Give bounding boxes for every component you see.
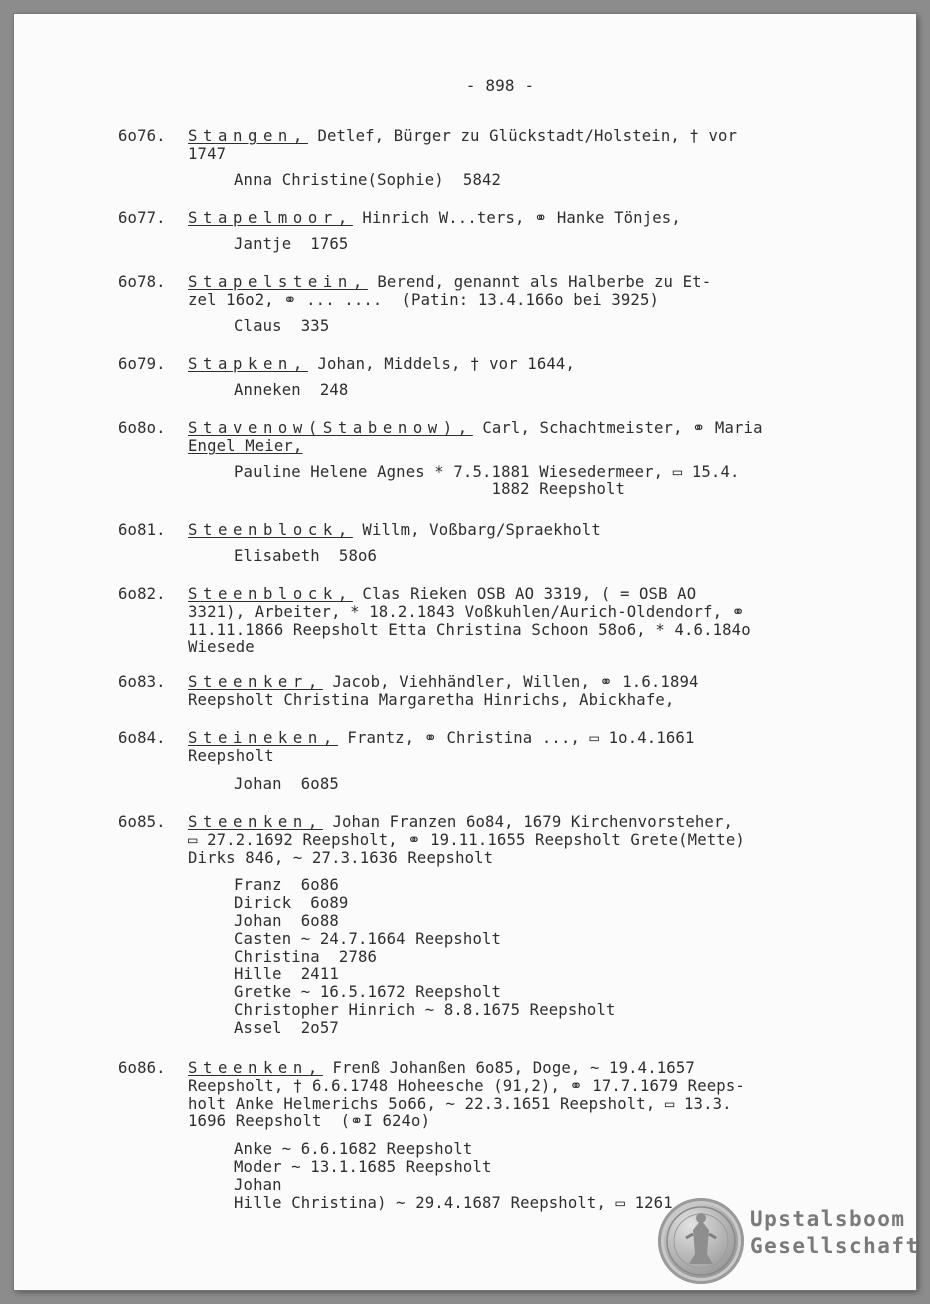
entry-children: Claus 335: [234, 316, 330, 335]
entry-text: Jacob, Viehhändler, Willen, ⚭ 1.6.1894: [322, 673, 699, 691]
entry-number: 6o77.: [118, 209, 166, 227]
logo-line-2: Gesellschaft: [750, 1234, 920, 1258]
entry-children: Elisabeth 58o6: [234, 546, 378, 565]
entry-surname: Stangen,: [188, 127, 308, 145]
entry-number: 6o81.: [118, 521, 166, 539]
entry-continuation: 3321), Arbeiter, * 18.2.1843 Voßkuhlen/Aurich-Oldendorf, ⚭ 11.11.1866 Reepsholt Etta Christina Schoon 58o6, * 4.6.184o Wiesede: [188, 602, 751, 657]
entry-surname: Stapken,: [188, 355, 308, 373]
entry-6080: [118, 420, 858, 499]
entry-6077: [118, 210, 858, 254]
entry-surname: Steenken,: [188, 813, 323, 831]
entry-continuation: zel 16o2, ⚭ ... .... (Patin: 13.4.166o bei 3925): [188, 290, 660, 309]
entry-continuation: Reepsholt Christina Margaretha Hinrichs, Abickhafe,: [188, 690, 675, 709]
entry-continuation: ▭ 27.2.1692 Reepsholt, ⚭ 19.11.1655 Reepsholt Grete(Mette) Dirks 846, ~ 27.3.1636 Reepsholt: [188, 830, 745, 867]
entry-6082: [118, 586, 858, 657]
entry-text: Detlef, Bürger zu Glückstadt/Holstein, † vor: [307, 127, 738, 145]
entry-number: 6o86.: [118, 1059, 166, 1077]
entry-number: 6o78.: [118, 273, 166, 291]
entry-6085: [118, 814, 858, 1038]
entry-children: Anna Christine(Sophie) 5842: [234, 170, 502, 189]
entry-6076: [118, 128, 858, 189]
entry-continuation: 1747: [188, 144, 227, 163]
entry-text: Frenß Johanßen 6o85, Doge, ~ 19.4.1657: [322, 1059, 695, 1077]
entry-surname: Stapelmoor,: [188, 209, 353, 227]
entry-number: 6o83.: [118, 673, 166, 691]
entry-number: 6o84.: [118, 729, 166, 747]
entry-children: Anneken 248: [234, 380, 349, 399]
entry-text: Johan, Middels, † vor 1644,: [307, 355, 575, 373]
entry-continuation: Reepsholt: [188, 746, 274, 765]
upstalsboom-logo: [658, 1198, 920, 1286]
document-page: [14, 14, 920, 1290]
entry-number: 6o8o.: [118, 419, 166, 437]
entry-children: Jantje 1765: [234, 234, 349, 253]
entry-number: 6o76.: [118, 127, 166, 145]
entry-text: Frantz, ⚭ Christina ..., ▭ 1o.4.1661: [337, 729, 695, 747]
entry-text: Willm, Voßbarg/Spraekholt: [352, 521, 601, 539]
entry-number: 6o79.: [118, 355, 166, 373]
entry-text: Hinrich W...ters, ⚭ Hanke Tönjes,: [352, 209, 681, 227]
entry-6083: [118, 674, 858, 710]
entry-surname: Steenblock,: [188, 521, 353, 539]
entry-children: Anke ~ 6.6.1682 Reepsholt Moder ~ 13.1.1685 Reepsholt Johan Hille Christina) ~ 29.4.1687 Reepsholt, ▭ 1261: [234, 1140, 673, 1212]
entry-surname: Steenken,: [188, 1059, 323, 1077]
entry-6079: [118, 356, 858, 400]
logo-text: [750, 1206, 920, 1260]
entry-continuation: Reepsholt, † 6.6.1748 Hoheesche (91,2), ⚭ 17.7.1679 Reeps- holt Anke Helmerichs 5o66, ~ 22.3.1651 Reepsholt, ▭ 13.3. 1696 Reepsholt (⚭I 624o): [188, 1076, 745, 1131]
page-number: - 898 -: [465, 76, 535, 95]
entry-surname: Steineken,: [188, 729, 338, 747]
entry-text: Johan Franzen 6o84, 1679 Kirchenvorsteher,: [322, 813, 734, 831]
entry-6086: [118, 1060, 858, 1212]
entry-text: Carl, Schachtmeister, ⚭ Maria: [472, 419, 763, 437]
entry-children: Franz 6o86 Dirick 6o89 Johan 6o88 Casten ~ 24.7.1664 Reepsholt Christina 2786 Hille 2411 Gretke ~ 16.5.1672 Reepsholt Christopher Hinrich ~ 8.8.1675 Reepsholt Assel 2o57: [234, 876, 616, 1037]
entry-number: 6o85.: [118, 813, 166, 831]
entry-text: Berend, genannt als Halberbe zu Et-: [367, 273, 712, 291]
entry-surname: Steenblock,: [188, 585, 353, 603]
entry-continuation: Engel Meier,: [188, 436, 303, 455]
entry-surname: Stapelstein,: [188, 273, 368, 291]
entry-6078: [118, 274, 858, 335]
entry-6084: [118, 730, 858, 793]
entry-text: Clas Rieken OSB AO 3319, ( = OSB AO: [352, 585, 697, 603]
seal-icon: [658, 1198, 744, 1284]
entry-number: 6o82.: [118, 585, 166, 603]
entry-children: Johan 6o85: [234, 774, 339, 793]
logo-line-1: Upstalsboom: [750, 1207, 906, 1231]
entry-6081: [118, 522, 858, 566]
entry-children: Pauline Helene Agnes * 7.5.1881 Wiesedermeer, ▭ 15.4. 1882 Reepsholt: [234, 462, 740, 499]
entry-surname: Stavenow(Stabenow),: [188, 419, 473, 437]
entry-surname: Steenker,: [188, 673, 323, 691]
